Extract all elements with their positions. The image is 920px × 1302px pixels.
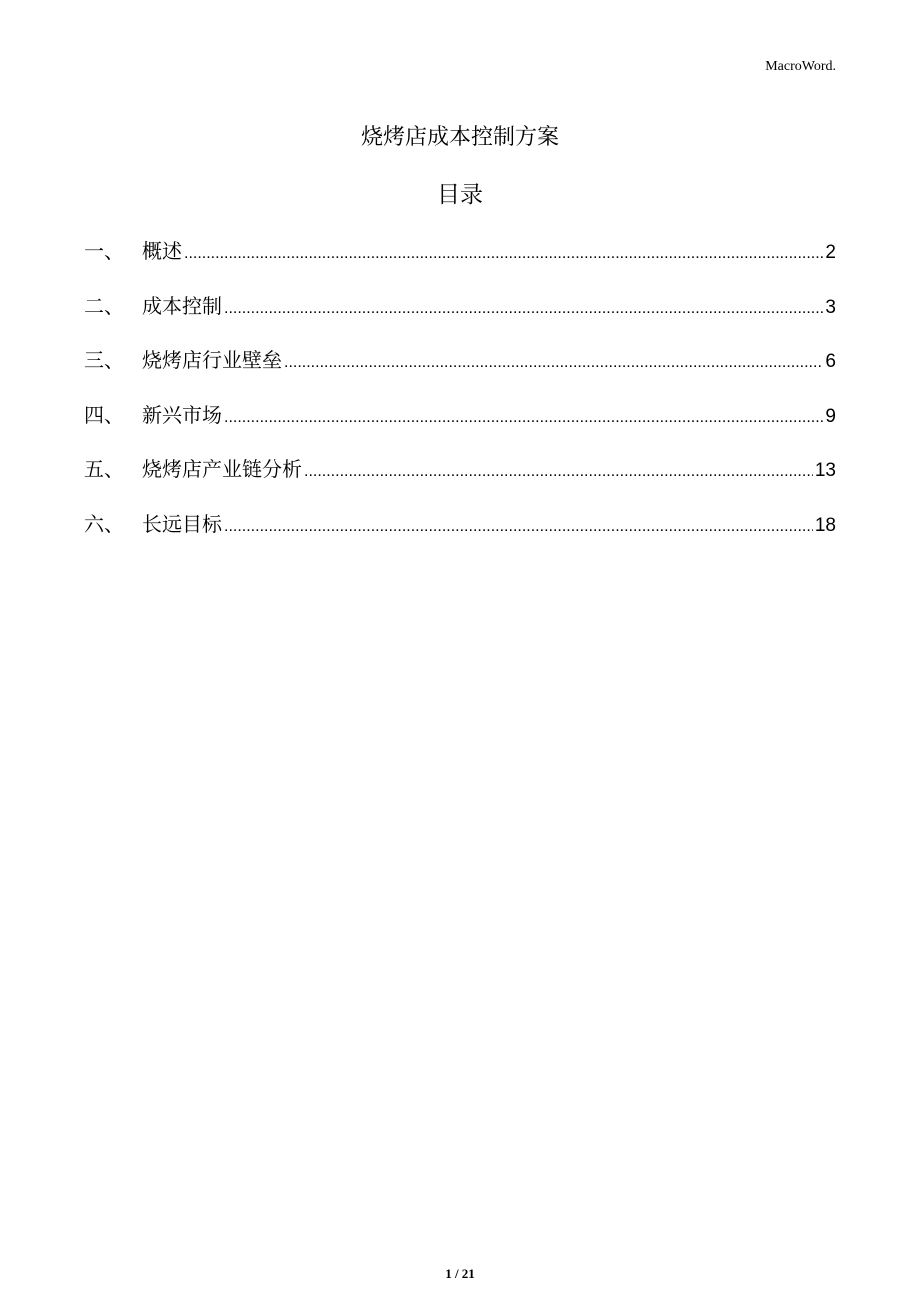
toc-entry-page: 2 (825, 242, 836, 263)
toc-entry-title: 长远目标 (142, 511, 222, 536)
toc-entry-title: 概述 (142, 239, 182, 263)
toc-entry-page: 9 (825, 405, 836, 427)
toc-dot-leader (304, 453, 813, 491)
toc-entry-number: 六、 (84, 511, 124, 536)
toc-entry-industry-barriers[interactable] (84, 341, 836, 396)
toc-entry-number: 三、 (84, 348, 124, 372)
toc-entry-page: 13 (814, 460, 836, 481)
toc-heading: 目录 (437, 182, 483, 208)
toc-entry-title: 成本控制 (142, 293, 222, 318)
toc-entry-number: 五、 (84, 457, 124, 481)
toc-entry-number: 一、 (84, 239, 124, 263)
toc-dot-leader (224, 399, 823, 437)
document-title: 烧烤店成本控制方案 (360, 125, 559, 150)
toc-dot-leader (224, 508, 813, 546)
toc-dot-leader (224, 290, 823, 328)
toc-entry-cost-control[interactable] (84, 287, 836, 342)
toc-entry-page: 6 (825, 351, 836, 372)
toc-entry-title: 新兴市场 (142, 402, 222, 427)
table-of-contents (84, 232, 836, 559)
toc-entry-long-term-goals[interactable] (84, 505, 836, 560)
toc-entry-title: 烧烤店行业壁垒 (142, 348, 282, 372)
toc-dot-leader (184, 235, 823, 273)
toc-entry-number: 四、 (84, 402, 124, 427)
toc-entry-page: 3 (825, 296, 836, 318)
toc-entry-number: 二、 (84, 293, 124, 318)
page-number-footer: 1 / 21 (445, 1266, 475, 1281)
toc-dot-leader (284, 344, 823, 382)
toc-entry-industry-chain[interactable] (84, 450, 836, 505)
page-header: MacroWord. (765, 59, 836, 74)
toc-entry-page: 18 (814, 514, 836, 536)
toc-entry-overview[interactable] (84, 232, 836, 287)
toc-entry-emerging-markets[interactable] (84, 396, 836, 451)
toc-entry-title: 烧烤店产业链分析 (142, 457, 302, 481)
